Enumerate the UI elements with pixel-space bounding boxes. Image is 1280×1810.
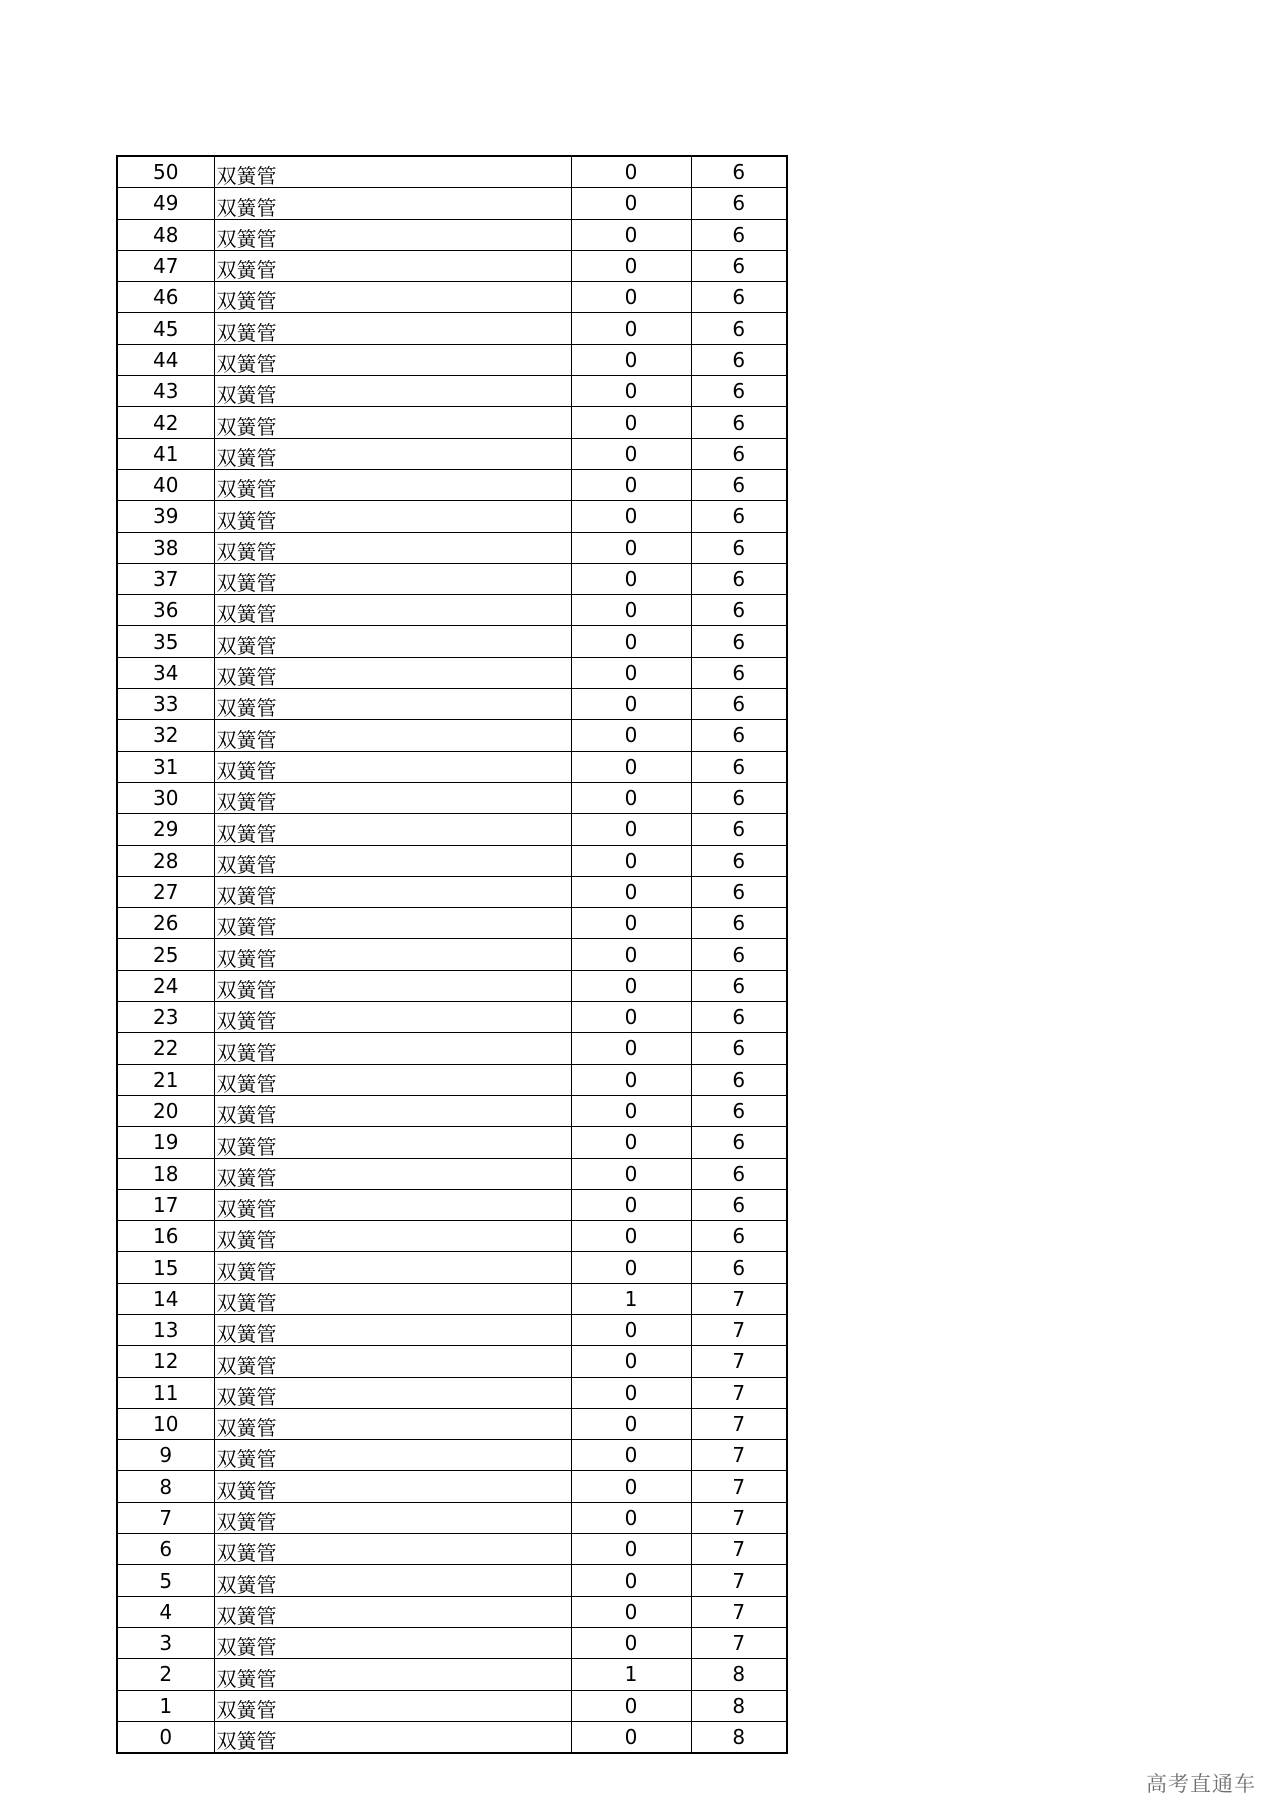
score-cell: 10 (117, 1408, 214, 1439)
cumulative-cell: 6 (691, 814, 787, 845)
score-cell: 19 (117, 1127, 214, 1158)
score-cell: 4 (117, 1596, 214, 1627)
table-row (117, 657, 787, 688)
count-cell: 0 (571, 438, 691, 469)
count-cell: 0 (571, 626, 691, 657)
table-row (117, 1659, 787, 1690)
table-row (117, 563, 787, 594)
cumulative-cell: 6 (691, 1095, 787, 1126)
score-cell: 32 (117, 720, 214, 751)
score-cell: 17 (117, 1189, 214, 1220)
subject-cell: 双簧管 (214, 1002, 571, 1033)
subject-cell: 双簧管 (214, 532, 571, 563)
cumulative-cell: 6 (691, 595, 787, 626)
count-cell: 0 (571, 1221, 691, 1252)
table-row (117, 1283, 787, 1314)
subject-cell: 双簧管 (214, 626, 571, 657)
score-cell: 37 (117, 563, 214, 594)
count-cell: 0 (571, 1440, 691, 1471)
cumulative-cell: 7 (691, 1565, 787, 1596)
count-cell: 0 (571, 1721, 691, 1753)
count-cell: 0 (571, 156, 691, 188)
subject-cell: 双簧管 (214, 1283, 571, 1314)
count-cell: 0 (571, 313, 691, 344)
subject-cell: 双簧管 (214, 407, 571, 438)
score-cell: 3 (117, 1627, 214, 1658)
score-cell: 0 (117, 1721, 214, 1753)
table-row (117, 219, 787, 250)
subject-cell: 双簧管 (214, 282, 571, 313)
cumulative-cell: 7 (691, 1596, 787, 1627)
subject-cell: 双簧管 (214, 469, 571, 500)
cumulative-cell: 7 (691, 1283, 787, 1314)
table-row (117, 939, 787, 970)
score-cell: 40 (117, 469, 214, 500)
count-cell: 0 (571, 501, 691, 532)
score-cell: 44 (117, 344, 214, 375)
subject-cell: 双簧管 (214, 1471, 571, 1502)
score-cell: 27 (117, 876, 214, 907)
cumulative-cell: 6 (691, 344, 787, 375)
score-cell: 30 (117, 782, 214, 813)
score-cell: 9 (117, 1440, 214, 1471)
cumulative-cell: 6 (691, 1064, 787, 1095)
count-cell: 0 (571, 1408, 691, 1439)
table-row (117, 532, 787, 563)
cumulative-cell: 6 (691, 689, 787, 720)
score-cell: 26 (117, 908, 214, 939)
table-row (117, 282, 787, 313)
cumulative-cell: 6 (691, 156, 787, 188)
cumulative-cell: 7 (691, 1377, 787, 1408)
count-cell: 0 (571, 469, 691, 500)
subject-cell: 双簧管 (214, 219, 571, 250)
subject-cell: 双簧管 (214, 1095, 571, 1126)
cumulative-cell: 6 (691, 845, 787, 876)
subject-cell: 双簧管 (214, 1033, 571, 1064)
count-cell: 0 (571, 250, 691, 281)
cumulative-cell: 7 (691, 1502, 787, 1533)
cumulative-cell: 6 (691, 282, 787, 313)
score-cell: 46 (117, 282, 214, 313)
subject-cell: 双簧管 (214, 1377, 571, 1408)
subject-cell: 双簧管 (214, 1502, 571, 1533)
table-row (117, 782, 787, 813)
cumulative-cell: 6 (691, 1221, 787, 1252)
score-cell: 1 (117, 1690, 214, 1721)
score-cell: 8 (117, 1471, 214, 1502)
subject-cell: 双簧管 (214, 720, 571, 751)
subject-cell: 双簧管 (214, 438, 571, 469)
subject-cell: 双簧管 (214, 156, 571, 188)
count-cell: 0 (571, 1033, 691, 1064)
table-row (117, 626, 787, 657)
cumulative-cell: 8 (691, 1659, 787, 1690)
table-row (117, 970, 787, 1001)
table-row (117, 1565, 787, 1596)
table-row (117, 1721, 787, 1753)
count-cell: 0 (571, 1377, 691, 1408)
score-cell: 29 (117, 814, 214, 845)
cumulative-cell: 6 (691, 376, 787, 407)
cumulative-cell: 6 (691, 720, 787, 751)
count-cell: 0 (571, 282, 691, 313)
table-row (117, 908, 787, 939)
count-cell: 0 (571, 1471, 691, 1502)
score-cell: 16 (117, 1221, 214, 1252)
table-row (117, 845, 787, 876)
table-row (117, 1346, 787, 1377)
subject-cell: 双簧管 (214, 939, 571, 970)
table-row (117, 720, 787, 751)
score-cell: 6 (117, 1534, 214, 1565)
subject-cell: 双簧管 (214, 814, 571, 845)
table-body (117, 156, 787, 1753)
cumulative-cell: 6 (691, 219, 787, 250)
subject-cell: 双簧管 (214, 970, 571, 1001)
subject-cell: 双簧管 (214, 250, 571, 281)
score-cell: 21 (117, 1064, 214, 1095)
count-cell: 0 (571, 1596, 691, 1627)
cumulative-cell: 6 (691, 1033, 787, 1064)
score-cell: 39 (117, 501, 214, 532)
count-cell: 0 (571, 344, 691, 375)
score-distribution-table (116, 155, 788, 1754)
subject-cell: 双簧管 (214, 1064, 571, 1095)
subject-cell: 双簧管 (214, 782, 571, 813)
count-cell: 0 (571, 1690, 691, 1721)
subject-cell: 双簧管 (214, 1534, 571, 1565)
score-cell: 49 (117, 188, 214, 219)
table-row (117, 1690, 787, 1721)
cumulative-cell: 6 (691, 501, 787, 532)
table-row (117, 1002, 787, 1033)
count-cell: 0 (571, 751, 691, 782)
cumulative-cell: 6 (691, 407, 787, 438)
score-cell: 13 (117, 1314, 214, 1345)
count-cell: 0 (571, 1627, 691, 1658)
score-cell: 15 (117, 1252, 214, 1283)
subject-cell: 双簧管 (214, 1408, 571, 1439)
cumulative-cell: 7 (691, 1471, 787, 1502)
table-row (117, 407, 787, 438)
subject-cell: 双簧管 (214, 1627, 571, 1658)
count-cell: 0 (571, 407, 691, 438)
score-cell: 50 (117, 156, 214, 188)
cumulative-cell: 6 (691, 438, 787, 469)
subject-cell: 双簧管 (214, 1440, 571, 1471)
table-row (117, 313, 787, 344)
cumulative-cell: 6 (691, 1002, 787, 1033)
count-cell: 0 (571, 1127, 691, 1158)
subject-cell: 双簧管 (214, 751, 571, 782)
cumulative-cell: 6 (691, 1127, 787, 1158)
cumulative-cell: 6 (691, 469, 787, 500)
subject-cell: 双簧管 (214, 1346, 571, 1377)
subject-cell: 双簧管 (214, 188, 571, 219)
count-cell: 0 (571, 595, 691, 626)
table-row (117, 1189, 787, 1220)
count-cell: 0 (571, 720, 691, 751)
count-cell: 0 (571, 1565, 691, 1596)
count-cell: 0 (571, 1064, 691, 1095)
table-row (117, 1471, 787, 1502)
score-cell: 48 (117, 219, 214, 250)
table-row (117, 501, 787, 532)
table-row (117, 1033, 787, 1064)
cumulative-cell: 7 (691, 1314, 787, 1345)
cumulative-cell: 7 (691, 1627, 787, 1658)
cumulative-cell: 7 (691, 1346, 787, 1377)
score-cell: 31 (117, 751, 214, 782)
subject-cell: 双簧管 (214, 845, 571, 876)
table-row (117, 188, 787, 219)
cumulative-cell: 6 (691, 657, 787, 688)
subject-cell: 双簧管 (214, 563, 571, 594)
subject-cell: 双簧管 (214, 876, 571, 907)
count-cell: 0 (571, 188, 691, 219)
subject-cell: 双簧管 (214, 1314, 571, 1345)
subject-cell: 双簧管 (214, 1189, 571, 1220)
table-row (117, 1534, 787, 1565)
subject-cell: 双簧管 (214, 344, 571, 375)
table-row (117, 1377, 787, 1408)
table-row (117, 1314, 787, 1345)
table-row (117, 438, 787, 469)
cumulative-cell: 6 (691, 939, 787, 970)
score-cell: 34 (117, 657, 214, 688)
cumulative-cell: 6 (691, 563, 787, 594)
subject-cell: 双簧管 (214, 1659, 571, 1690)
score-cell: 5 (117, 1565, 214, 1596)
score-cell: 35 (117, 626, 214, 657)
score-cell: 45 (117, 313, 214, 344)
count-cell: 0 (571, 1002, 691, 1033)
score-cell: 43 (117, 376, 214, 407)
score-cell: 47 (117, 250, 214, 281)
cumulative-cell: 6 (691, 751, 787, 782)
table-row (117, 1095, 787, 1126)
cumulative-cell: 7 (691, 1534, 787, 1565)
subject-cell: 双簧管 (214, 1690, 571, 1721)
table-row (117, 595, 787, 626)
subject-cell: 双簧管 (214, 1221, 571, 1252)
cumulative-cell: 6 (691, 908, 787, 939)
count-cell: 0 (571, 908, 691, 939)
cumulative-cell: 6 (691, 1189, 787, 1220)
table-row (117, 1440, 787, 1471)
score-cell: 20 (117, 1095, 214, 1126)
cumulative-cell: 6 (691, 970, 787, 1001)
cumulative-cell: 6 (691, 626, 787, 657)
subject-cell: 双簧管 (214, 657, 571, 688)
subject-cell: 双簧管 (214, 1596, 571, 1627)
count-cell: 0 (571, 1252, 691, 1283)
table-row (117, 250, 787, 281)
cumulative-cell: 8 (691, 1721, 787, 1753)
score-cell: 42 (117, 407, 214, 438)
count-cell: 0 (571, 782, 691, 813)
score-cell: 23 (117, 1002, 214, 1033)
count-cell: 0 (571, 1189, 691, 1220)
count-cell: 0 (571, 876, 691, 907)
count-cell: 0 (571, 219, 691, 250)
score-cell: 7 (117, 1502, 214, 1533)
watermark-text: 高考直通车 (1146, 1772, 1256, 1796)
cumulative-cell: 6 (691, 313, 787, 344)
count-cell: 0 (571, 939, 691, 970)
table-row (117, 689, 787, 720)
count-cell: 0 (571, 814, 691, 845)
score-cell: 25 (117, 939, 214, 970)
cumulative-cell: 6 (691, 250, 787, 281)
table-row (117, 1627, 787, 1658)
table-row (117, 1158, 787, 1189)
score-cell: 24 (117, 970, 214, 1001)
count-cell: 0 (571, 970, 691, 1001)
table-row (117, 344, 787, 375)
count-cell: 0 (571, 689, 691, 720)
cumulative-cell: 7 (691, 1408, 787, 1439)
subject-cell: 双簧管 (214, 313, 571, 344)
table-row (117, 376, 787, 407)
table-row (117, 1408, 787, 1439)
count-cell: 0 (571, 845, 691, 876)
count-cell: 0 (571, 1158, 691, 1189)
table-row (117, 751, 787, 782)
subject-cell: 双簧管 (214, 376, 571, 407)
cumulative-cell: 7 (691, 1440, 787, 1471)
subject-cell: 双簧管 (214, 908, 571, 939)
count-cell: 0 (571, 563, 691, 594)
table-row (117, 814, 787, 845)
count-cell: 0 (571, 1502, 691, 1533)
count-cell: 0 (571, 532, 691, 563)
score-cell: 22 (117, 1033, 214, 1064)
table-row (117, 1064, 787, 1095)
score-cell: 36 (117, 595, 214, 626)
cumulative-cell: 6 (691, 782, 787, 813)
table-row (117, 156, 787, 188)
score-cell: 14 (117, 1283, 214, 1314)
cumulative-cell: 8 (691, 1690, 787, 1721)
table-row (117, 469, 787, 500)
score-cell: 18 (117, 1158, 214, 1189)
subject-cell: 双簧管 (214, 595, 571, 626)
score-cell: 2 (117, 1659, 214, 1690)
score-cell: 38 (117, 532, 214, 563)
count-cell: 0 (571, 1346, 691, 1377)
subject-cell: 双簧管 (214, 1158, 571, 1189)
table-row (117, 876, 787, 907)
subject-cell: 双簧管 (214, 1127, 571, 1158)
score-cell: 33 (117, 689, 214, 720)
table-row (117, 1252, 787, 1283)
cumulative-cell: 6 (691, 1158, 787, 1189)
cumulative-cell: 6 (691, 532, 787, 563)
count-cell: 0 (571, 1314, 691, 1345)
subject-cell: 双簧管 (214, 501, 571, 532)
subject-cell: 双簧管 (214, 1721, 571, 1753)
subject-cell: 双簧管 (214, 1565, 571, 1596)
subject-cell: 双簧管 (214, 1252, 571, 1283)
table-row (117, 1596, 787, 1627)
table-row (117, 1502, 787, 1533)
table-row (117, 1221, 787, 1252)
score-cell: 41 (117, 438, 214, 469)
count-cell: 0 (571, 657, 691, 688)
count-cell: 1 (571, 1659, 691, 1690)
table-row (117, 1127, 787, 1158)
score-cell: 28 (117, 845, 214, 876)
count-cell: 0 (571, 1534, 691, 1565)
count-cell: 0 (571, 1095, 691, 1126)
cumulative-cell: 6 (691, 876, 787, 907)
score-cell: 12 (117, 1346, 214, 1377)
score-cell: 11 (117, 1377, 214, 1408)
count-cell: 0 (571, 376, 691, 407)
cumulative-cell: 6 (691, 188, 787, 219)
cumulative-cell: 6 (691, 1252, 787, 1283)
count-cell: 1 (571, 1283, 691, 1314)
subject-cell: 双簧管 (214, 689, 571, 720)
